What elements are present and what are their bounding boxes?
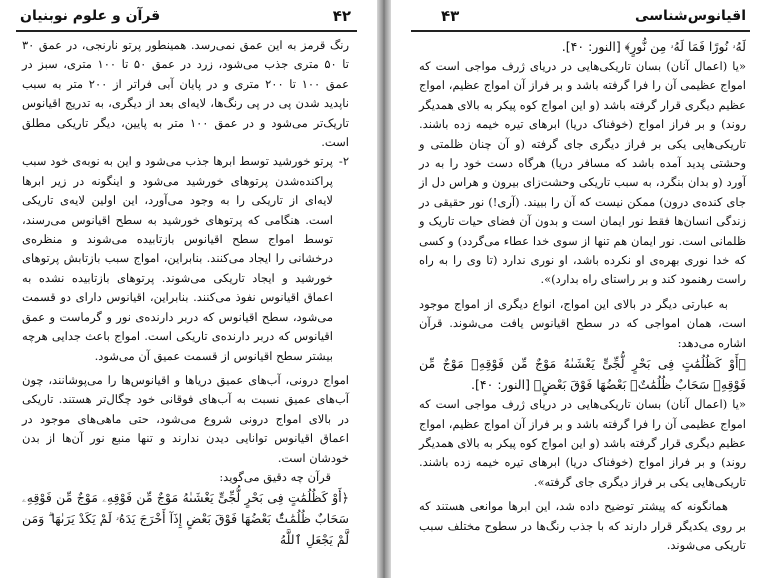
quran-verse: ﴿أَوْ كَظُلُمَٰتٍ فِى بَحْرٍ لُّجِّىٍّ يَغْشَىٰهُ مَوْجٌ مِّن فَوْقِهِۦ مَوْجٌ مِّن فَوْقِهِۦ سَحَابٌ ظُلُمَٰتٌۢ بَعْضُهَا فَوْقَ بَعْضٍ إِذَآ أَخْرَجَ يَدَهُۥ لَمْ يَكَدْ يَرَىٰهَا ۗ وَمَن لَّمْ يَجْعَلِ ٱللَّهُ	[22, 490, 349, 548]
right-page	[391, 0, 768, 578]
right-page-number: ۴۳	[441, 7, 460, 25]
right-paragraph: به عبارتی دیگر در بالای این امواج، انواع دیگری از امواج موجود است، همان امواجی که در سطح اقیانوس یافت می‌شوند. قرآن اشاره می‌دهد:	[419, 296, 746, 350]
left-paragraph: امواج درونی، آب‌های عمیق دریاها و اقیانوس‌ها را می‌پوشانند، چون آب‌های عمیق نسبت به آب‌های فوقانی خود چگال‌تر هستند. تاریکی در بالای امواج درونی شروع می‌شود، حتی ماهی‌های موجود در اعماق اقیانوس توانایی دیدن ندارند و تنها منبع نور آن‌ها از بدن خودشان است.	[22, 372, 349, 465]
quran-verse: لَهُۥ نُورًا فَمَا لَهُۥ مِن نُّورٍ﴾ [النور: ۴۰].	[561, 39, 746, 54]
left-page-title: قرآن و علوم نوبنیان	[20, 8, 161, 24]
verse-translation: «یا (اعمال آنان) بسان تاریکی‌هایی در دریای ژرف مواجی است که امواج عظیمی آن را فرا گرفته باشد و بر فراز آن امواج عظیم، امواج عظیم دیگری قرار گرفته باشد (و این امواج کوه پیکر به بالای همدیگر روند) و بر فراز امواج (خوفناک دریا) ابرهای تیره خیمه زده باشند. تاریکی‌هایی یکی بر فراز دیگری جای گرفته (و آن چنان ظلمتی و وحشتی پدید آمده باشد که مسافر دریا) هرگاه دست خود را به در آورد (و بدان بنگرد، به سبب تاریکی وحشت‌زای بیرون و هراس دل از جای کنده‌ی درون) ممکن نیست که آن را ببیند. (آری!) نور حقیقی در زندگی انسان‌ها فقط نور ایمان است و بدون آن فضای حیات تاریک و ظلمانی است. نور ایمان هم تنها از سوی خدا عطاء می‌گردد) و کسی که خدا نوری بهره‌ی او نکرده باشد، او نوری ندارد (تا وی را به راه راست رهنمود کند و بر راستای راه بدارد)».	[419, 59, 746, 287]
verse-intro: قرآن چه دقیق می‌گوید:	[219, 469, 331, 484]
book-gutter	[377, 0, 391, 578]
left-page-number: ۴۲	[332, 7, 351, 25]
right-paragraph: همانگونه که پیشتر توضیح داده شد، این ابرها موانعی هستند که بر روی یکدیگر قرار دارند که با جذب رنگ‌ها در سطوح مختلف سبب تاریکی می‌شوند.	[419, 499, 746, 552]
left-page	[0, 0, 377, 578]
left-page-header	[16, 6, 357, 32]
left-paragraph: رنگ قرمز به این عمق نمی‌رسد. همینطور پرتو نارنجی، در عمق ۳۰ تا ۵۰ متری جذب می‌شود، زرد در عمق ۵۰ تا ۱۰۰ متری، سبز در عمق ۱۰۰ تا ۲۰۰ متری و در پایان آبی فراتر از ۲۰۰ متر به سبب ناپدید شدن پی در پی رنگ‌ها، لایه‌ای بعد از دیگری، به تدریج اقیانوس تاریک‌تر می‌شود و در عمق ۱۰۰ متر به پایین، دیگر تاریکی مطلق است.	[22, 38, 349, 150]
list-item-number: ۲-	[338, 154, 349, 169]
right-page-body	[419, 36, 746, 574]
quran-verse: ﴿أَوْ كَظُلُمَٰتٍ فِى بَحْرٍ لُّجِّىٍّ يَغْشَىٰهُ مَوْجٌ مِّن فَوْقِهِۦ مَوْجٌ مِّن فَوْقِهِۦ سَحَابٌ ظُلُمَٰتٌۢ بَعْضُهَا فَوْقَ بَعْضٍ﴾ [النور: ۴۰].	[419, 356, 746, 393]
verse-translation: «یا (اعمال آنان) بسان تاریکی‌هایی در دریای ژرف مواجی است که امواج عظیمی آن را فرا گرفته باشد و بر فراز آن امواج عظیم، امواج عظیم دیگری قرار گرفته باشد (و این امواج کوه پیکر به بالای همدیگر روند) و بر فراز امواج (خوفناک دریا) ابرهای تیره خیمه زده باشند. تاریکی‌هایی یکی بر فراز دیگری جای گرفته».	[419, 397, 746, 489]
right-page-header	[411, 6, 750, 32]
left-page-body	[22, 36, 349, 574]
list-item-text: پرتو خورشید توسط ابرها جذب می‌شود و این به نوبه‌ی خود سبب پراکنده‌شدن پرتوهای خورشید می‌شود و اینگونه در زیر ابرها لایه‌ای از تاریکی را به وجود می‌آورد، این اولین لایه‌ی تاریکی است. هنگامی که پرتوهای خورشید به سطح اقیانوس می‌رسند، توسط امواج سطح اقیانوس بازتابیده می‌شوند و منظره‌ی درخشانی را ایجاد می‌کنند. بنابراین، امواج سبب بازتابش پرتوهای خورشید و ایجاد تاریکی می‌شوند. پرتوهای بازتابیده نشده به اعماق اقیانوس نفوذ می‌کنند. بنابراین، اقیانوس دارای دو قسمت می‌شود، سطح اقیانوس که دربر دارنده‌ی نور و گرماست و عمق اقیانوس که دربر دارنده‌ی تاریکی است. امواج باعث جدایی هرچه بیشتر سطح اقیانوس از قسمت عمیق آن می‌شود.	[22, 154, 333, 363]
list-item	[22, 152, 349, 365]
right-page-title: اقیانوس‌شناسی	[635, 8, 746, 24]
